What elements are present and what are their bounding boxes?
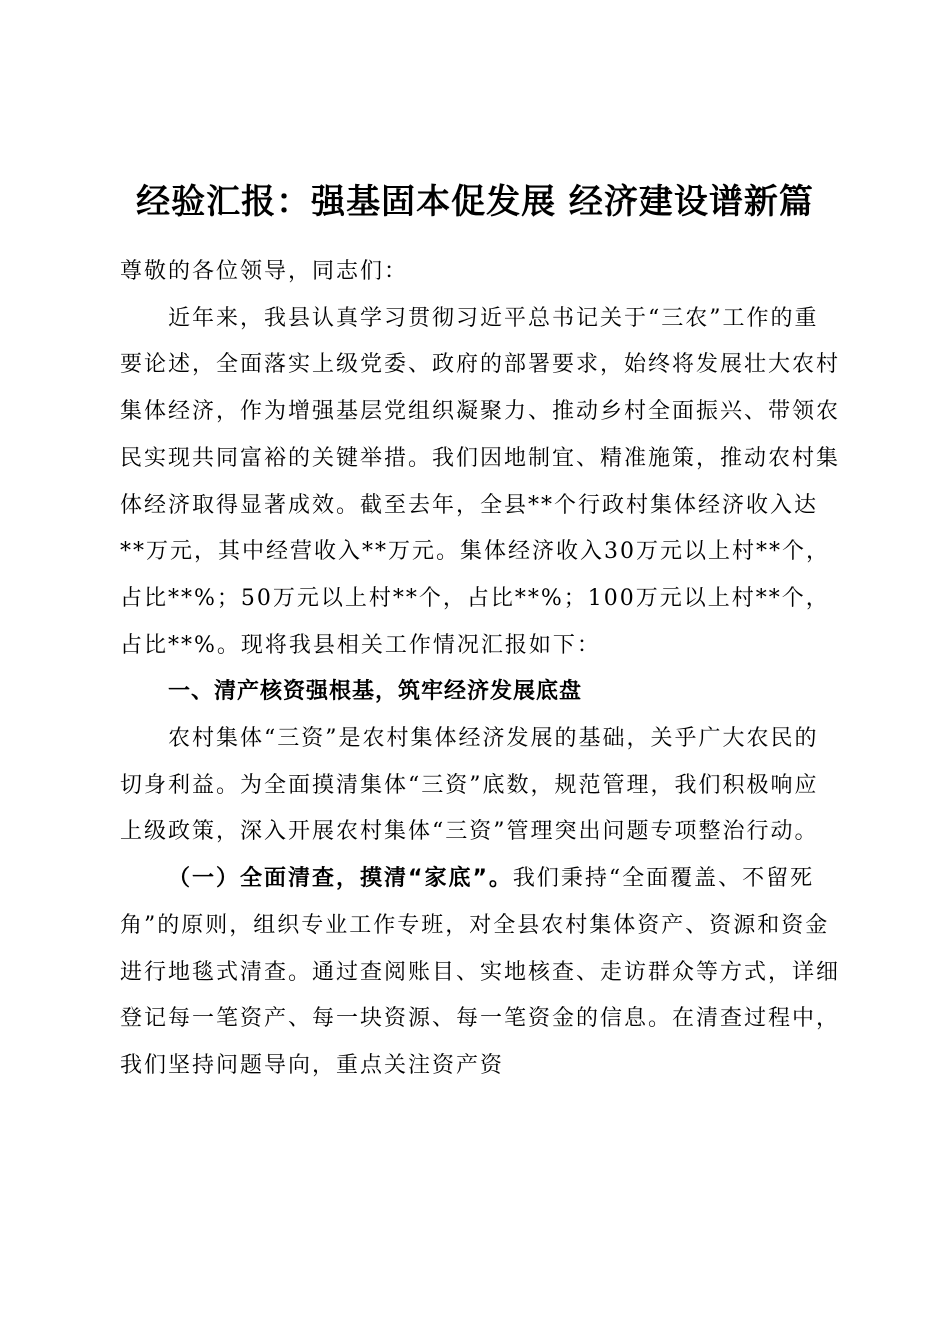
- document-body: [120, 249, 840, 1090]
- subsection-lead: （一）全面清查，摸清“家底”。: [168, 866, 513, 892]
- subsection-text: 我们秉持“全面覆盖、不留死角”的原则，组织专业工作专班，对全县农村集体资产、资源和资金进行地毯式清查。通过查阅账目、实地核查、走访群众等方式，详细登记每一笔资产、每一块资源、每一笔资金的信息。在清查过程中，我们坚持问题导向，重点关注资产资: [120, 866, 841, 1078]
- document-title: 经验汇报：强基固本促发展 经济建设谱新篇: [136, 182, 814, 222]
- salutation: 尊敬的各位领导，同志们：: [120, 259, 409, 284]
- section-paragraph: 农村集体“三资”是农村集体经济发展的基础，关乎广大农民的切身利益。为全面摸清集体“三资”底数，规范管理，我们积极响应上级政策，深入开展农村集体“三资”管理突出问题专项整治行动。: [120, 726, 819, 845]
- subsection-paragraph: [120, 856, 840, 1090]
- section-heading: 一、清产核资强根基，筑牢经济发展底盘: [168, 679, 583, 705]
- intro-paragraph: 近年来，我县认真学习贯彻习近平总书记关于“三农”工作的重要论述，全面落实上级党委、政府的部署要求，始终将发展壮大农村集体经济，作为增强基层党组织凝聚力、推动乡村全面振兴、带领农民实现共同富裕的关键举措。我们因地制宜、精准施策，推动农村集体经济取得显著成效。截至去年，全县**个行政村集体经济收入达**万元，其中经营收入**万元。集体经济收入30万元以上村**个，占比**%；50万元以上村**个，占比**%；100万元以上村**个，占比**%。现将我县相关工作情况汇报如下：: [120, 305, 841, 658]
